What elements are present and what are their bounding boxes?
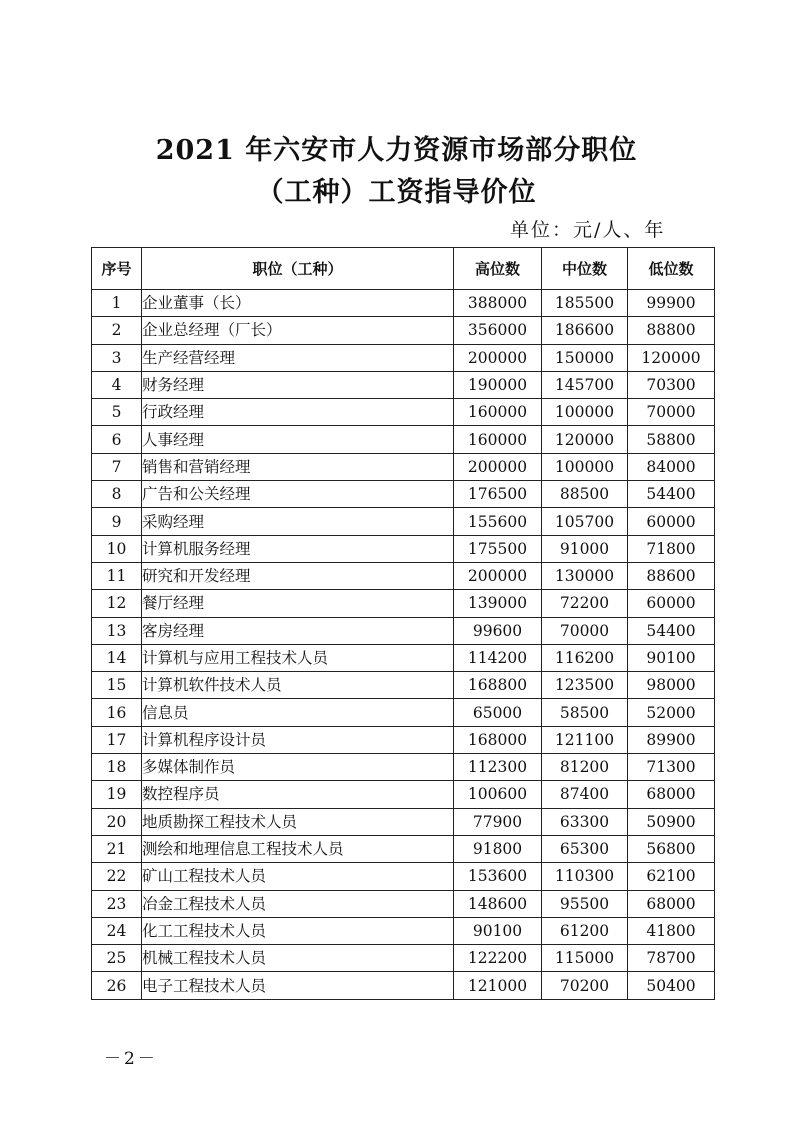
- cell-high-value: 114200: [454, 644, 542, 671]
- cell-median-value: 81200: [542, 754, 628, 781]
- cell-job-title: 财务经理: [142, 371, 454, 398]
- cell-low-value: 88800: [628, 317, 715, 344]
- cell-job-title: 人事经理: [142, 426, 454, 453]
- cell-job-title: 计算机与应用工程技术人员: [142, 644, 454, 671]
- cell-low-value: 70300: [628, 371, 715, 398]
- cell-high-value: 200000: [454, 562, 542, 589]
- table-row: [92, 808, 715, 835]
- cell-low-value: 71300: [628, 754, 715, 781]
- cell-median-value: 120000: [542, 426, 628, 453]
- cell-high-value: 160000: [454, 399, 542, 426]
- table-row: [92, 399, 715, 426]
- cell-median-value: 95500: [542, 890, 628, 917]
- cell-job-title: 研究和开发经理: [142, 562, 454, 589]
- header-serial-number: 序号: [92, 248, 142, 290]
- cell-high-value: 91800: [454, 835, 542, 862]
- cell-high-value: 77900: [454, 808, 542, 835]
- table-row: [92, 371, 715, 398]
- unit-label: 单位：元/人、年: [510, 219, 666, 241]
- cell-median-value: 115000: [542, 945, 628, 972]
- cell-median-value: 70200: [542, 972, 628, 999]
- cell-low-value: 62100: [628, 863, 715, 890]
- cell-low-value: 50400: [628, 972, 715, 999]
- cell-serial-number: 12: [92, 590, 142, 617]
- cell-median-value: 70000: [542, 617, 628, 644]
- cell-job-title: 测绘和地理信息工程技术人员: [142, 835, 454, 862]
- table-row: [92, 426, 715, 453]
- cell-job-title: 销售和营销经理: [142, 453, 454, 480]
- cell-serial-number: 18: [92, 754, 142, 781]
- cell-serial-number: 23: [92, 890, 142, 917]
- table-row: [92, 726, 715, 753]
- cell-low-value: 54400: [628, 481, 715, 508]
- table-row: [92, 835, 715, 862]
- cell-serial-number: 26: [92, 972, 142, 999]
- cell-median-value: 186600: [542, 317, 628, 344]
- cell-median-value: 130000: [542, 562, 628, 589]
- cell-job-title: 电子工程技术人员: [142, 972, 454, 999]
- document-title-line-2: （工种）工资指导价位: [256, 177, 537, 208]
- cell-job-title: 计算机软件技术人员: [142, 672, 454, 699]
- cell-serial-number: 3: [92, 344, 142, 371]
- cell-low-value: 98000: [628, 672, 715, 699]
- cell-job-title: 企业董事（长）: [142, 290, 454, 317]
- cell-serial-number: 20: [92, 808, 142, 835]
- table-body: [92, 290, 715, 1000]
- table-header-row: [92, 248, 715, 290]
- cell-low-value: 89900: [628, 726, 715, 753]
- table-row: [92, 535, 715, 562]
- table-row: [92, 617, 715, 644]
- table-row: [92, 344, 715, 371]
- table-row: [92, 453, 715, 480]
- table-row: [92, 644, 715, 671]
- cell-median-value: 145700: [542, 371, 628, 398]
- cell-low-value: 78700: [628, 945, 715, 972]
- cell-job-title: 化工工程技术人员: [142, 917, 454, 944]
- cell-serial-number: 10: [92, 535, 142, 562]
- table-row: [92, 917, 715, 944]
- cell-serial-number: 13: [92, 617, 142, 644]
- cell-high-value: 139000: [454, 590, 542, 617]
- cell-high-value: 200000: [454, 344, 542, 371]
- cell-job-title: 机械工程技术人员: [142, 945, 454, 972]
- cell-job-title: 广告和公关经理: [142, 481, 454, 508]
- cell-low-value: 84000: [628, 453, 715, 480]
- cell-low-value: 68000: [628, 781, 715, 808]
- cell-median-value: 72200: [542, 590, 628, 617]
- cell-low-value: 54400: [628, 617, 715, 644]
- cell-low-value: 56800: [628, 835, 715, 862]
- cell-low-value: 60000: [628, 590, 715, 617]
- table-row: [92, 890, 715, 917]
- wage-table: [91, 247, 715, 1000]
- cell-low-value: 41800: [628, 917, 715, 944]
- table-row: [92, 781, 715, 808]
- cell-job-title: 矿山工程技术人员: [142, 863, 454, 890]
- table-row: [92, 562, 715, 589]
- cell-job-title: 企业总经理（厂长）: [142, 317, 454, 344]
- cell-median-value: 61200: [542, 917, 628, 944]
- cell-low-value: 58800: [628, 426, 715, 453]
- cell-median-value: 65300: [542, 835, 628, 862]
- cell-median-value: 58500: [542, 699, 628, 726]
- cell-high-value: 168800: [454, 672, 542, 699]
- header-low-value: 低位数: [628, 248, 715, 290]
- cell-serial-number: 6: [92, 426, 142, 453]
- cell-low-value: 68000: [628, 890, 715, 917]
- cell-serial-number: 24: [92, 917, 142, 944]
- cell-serial-number: 9: [92, 508, 142, 535]
- cell-serial-number: 1: [92, 290, 142, 317]
- cell-serial-number: 21: [92, 835, 142, 862]
- cell-serial-number: 5: [92, 399, 142, 426]
- cell-median-value: 87400: [542, 781, 628, 808]
- header-median-value: 中位数: [542, 248, 628, 290]
- cell-low-value: 60000: [628, 508, 715, 535]
- cell-high-value: 160000: [454, 426, 542, 453]
- cell-job-title: 计算机程序设计员: [142, 726, 454, 753]
- table-row: [92, 290, 715, 317]
- cell-high-value: 148600: [454, 890, 542, 917]
- cell-median-value: 100000: [542, 453, 628, 480]
- cell-median-value: 105700: [542, 508, 628, 535]
- cell-job-title: 采购经理: [142, 508, 454, 535]
- cell-high-value: 175500: [454, 535, 542, 562]
- table-row: [92, 508, 715, 535]
- cell-median-value: 100000: [542, 399, 628, 426]
- cell-low-value: 71800: [628, 535, 715, 562]
- cell-job-title: 行政经理: [142, 399, 454, 426]
- cell-low-value: 70000: [628, 399, 715, 426]
- cell-serial-number: 19: [92, 781, 142, 808]
- table-row: [92, 863, 715, 890]
- table-row: [92, 317, 715, 344]
- cell-job-title: 多媒体制作员: [142, 754, 454, 781]
- cell-job-title: 计算机服务经理: [142, 535, 454, 562]
- header-high-value: 高位数: [454, 248, 542, 290]
- cell-serial-number: 8: [92, 481, 142, 508]
- table-row: [92, 945, 715, 972]
- cell-high-value: 65000: [454, 699, 542, 726]
- cell-median-value: 63300: [542, 808, 628, 835]
- cell-serial-number: 16: [92, 699, 142, 726]
- table-row: [92, 699, 715, 726]
- header-job-title: 职位（工种）: [142, 248, 454, 290]
- cell-high-value: 388000: [454, 290, 542, 317]
- cell-serial-number: 14: [92, 644, 142, 671]
- cell-serial-number: 15: [92, 672, 142, 699]
- cell-median-value: 116200: [542, 644, 628, 671]
- cell-low-value: 50900: [628, 808, 715, 835]
- cell-high-value: 122200: [454, 945, 542, 972]
- table-row: [92, 972, 715, 999]
- cell-job-title: 冶金工程技术人员: [142, 890, 454, 917]
- cell-low-value: 88600: [628, 562, 715, 589]
- cell-high-value: 155600: [454, 508, 542, 535]
- cell-serial-number: 25: [92, 945, 142, 972]
- cell-median-value: 121100: [542, 726, 628, 753]
- cell-high-value: 100600: [454, 781, 542, 808]
- cell-high-value: 90100: [454, 917, 542, 944]
- cell-job-title: 餐厅经理: [142, 590, 454, 617]
- cell-job-title: 数控程序员: [142, 781, 454, 808]
- cell-job-title: 信息员: [142, 699, 454, 726]
- cell-median-value: 88500: [542, 481, 628, 508]
- cell-low-value: 120000: [628, 344, 715, 371]
- page-number: －2－: [104, 1049, 158, 1069]
- cell-job-title: 生产经营经理: [142, 344, 454, 371]
- cell-median-value: 91000: [542, 535, 628, 562]
- cell-high-value: 121000: [454, 972, 542, 999]
- cell-median-value: 110300: [542, 863, 628, 890]
- cell-serial-number: 2: [92, 317, 142, 344]
- cell-high-value: 112300: [454, 754, 542, 781]
- cell-serial-number: 7: [92, 453, 142, 480]
- cell-low-value: 99900: [628, 290, 715, 317]
- cell-median-value: 185500: [542, 290, 628, 317]
- cell-job-title: 地质勘探工程技术人员: [142, 808, 454, 835]
- cell-high-value: 176500: [454, 481, 542, 508]
- cell-high-value: 153600: [454, 863, 542, 890]
- cell-serial-number: 17: [92, 726, 142, 753]
- cell-high-value: 200000: [454, 453, 542, 480]
- cell-serial-number: 4: [92, 371, 142, 398]
- document-title-line-1: 2021 年六安市人力资源市场部分职位: [155, 135, 638, 166]
- cell-high-value: 168000: [454, 726, 542, 753]
- cell-serial-number: 11: [92, 562, 142, 589]
- cell-median-value: 123500: [542, 672, 628, 699]
- table-row: [92, 590, 715, 617]
- table-row: [92, 672, 715, 699]
- cell-high-value: 190000: [454, 371, 542, 398]
- cell-low-value: 90100: [628, 644, 715, 671]
- cell-serial-number: 22: [92, 863, 142, 890]
- cell-job-title: 客房经理: [142, 617, 454, 644]
- cell-high-value: 99600: [454, 617, 542, 644]
- cell-median-value: 150000: [542, 344, 628, 371]
- cell-low-value: 52000: [628, 699, 715, 726]
- table-row: [92, 754, 715, 781]
- cell-high-value: 356000: [454, 317, 542, 344]
- table-row: [92, 481, 715, 508]
